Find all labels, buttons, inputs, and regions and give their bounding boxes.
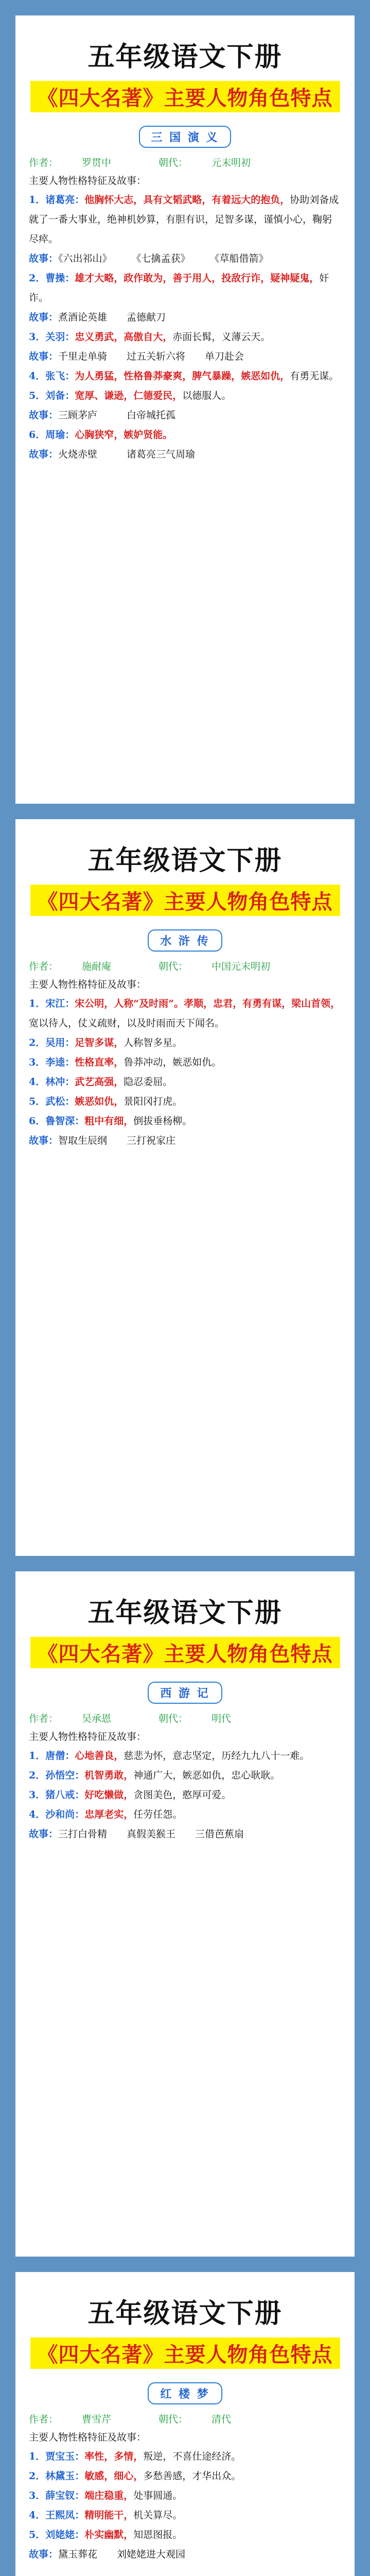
character-name: 刘备： <box>45 390 75 401</box>
character-traits: 忠厚老实， <box>84 1809 134 1820</box>
character-desc: 智取生辰纲 三打祝家庄 <box>58 1135 176 1146</box>
character-entry <box>29 1111 341 1131</box>
character-list <box>29 1746 341 1844</box>
character-name: 薛宝钗： <box>45 2490 85 2501</box>
character-name: 王熙凤： <box>45 2510 85 2521</box>
page-4 <box>15 2272 355 2576</box>
character-entry <box>29 2525 341 2545</box>
character-num: 4． <box>29 1809 46 1820</box>
book-title: 三 国 演 义 <box>29 126 341 148</box>
character-desc: 鲁莽冲动，嫉恶如仇。 <box>124 1057 222 1068</box>
character-name: 故事： <box>29 253 59 264</box>
character-num: 4． <box>29 1076 46 1088</box>
character-desc: 处事圆通。 <box>133 2490 183 2501</box>
character-traits: 宋公明，人称“及时雨”。孝顺，忠君，有勇有谋，梁山首领， <box>75 998 341 1009</box>
character-entry <box>29 994 341 1033</box>
character-num: 6． <box>29 429 46 440</box>
character-traits: 为人勇猛，性格鲁莽豪爽，脾气暴躁，嫉恶如仇， <box>75 370 290 382</box>
character-name: 故事： <box>29 410 59 421</box>
character-desc: 隐忍委屈。 <box>124 1076 173 1088</box>
page-2 <box>15 819 355 1556</box>
character-traits: 机智勇敢， <box>84 1770 134 1781</box>
character-name: 周瑜： <box>45 429 75 440</box>
character-traits: 宽厚、谦逊，仁德爱民， <box>75 390 183 401</box>
character-name: 吴用： <box>45 1037 75 1048</box>
character-num: 3． <box>29 2490 46 2501</box>
character-traits: 率性，多情， <box>84 2451 144 2462</box>
character-desc: 《六出祁山》 《七擒孟获》 《草船借箭》 <box>58 253 269 264</box>
character-num: 3． <box>29 1057 46 1068</box>
character-num: 5． <box>29 390 46 401</box>
book-title: 红 楼 梦 <box>29 2382 341 2404</box>
character-desc: 贪图美色，憨厚可爱。 <box>133 1789 232 1801</box>
character-entry <box>29 2447 341 2466</box>
character-name: 故事： <box>29 1135 59 1146</box>
character-list <box>29 2447 341 2564</box>
character-name: 关羽： <box>45 331 75 343</box>
character-name: 故事： <box>29 2549 59 2560</box>
character-num: 1． <box>29 2451 46 2462</box>
character-num: 6． <box>29 1115 46 1127</box>
subtitle: 《四大名著》主要人物角色特点 <box>29 2337 341 2369</box>
character-traits: 雄才大略，政作敢为，善于用人，投敌行诈，疑神疑鬼， <box>75 273 320 284</box>
character-desc: 三顾茅庐 白帝城托孤 <box>58 410 176 421</box>
character-num: 5． <box>29 1096 46 1107</box>
page-title: 五年级语文下册 <box>87 845 283 876</box>
character-name: 张飞： <box>45 370 75 382</box>
character-entry <box>29 1092 341 1111</box>
character-traits: 心胸狭窄，嫉妒贤能。 <box>75 429 173 440</box>
author-line: 作者： 罗贯中 朝代： 元末明初 <box>29 157 251 168</box>
character-num: 2． <box>29 273 46 284</box>
character-name: 宋江： <box>45 998 75 1009</box>
character-traits: 嫉恶如仇， <box>75 1096 124 1107</box>
intro: 主要人物性格特征及故事： <box>29 2432 147 2443</box>
character-entry <box>29 1766 341 1785</box>
character-name: 沙和尚： <box>45 1809 85 1820</box>
character-entry <box>29 1746 341 1766</box>
character-name: 武松： <box>45 1096 75 1107</box>
page-3 <box>15 1571 355 2257</box>
character-desc: 人称智多星。 <box>124 1037 183 1048</box>
character-traits: 粗中有细， <box>84 1115 134 1127</box>
character-name: 鲁智深： <box>45 1115 85 1127</box>
character-num: 1． <box>29 1750 46 1761</box>
book-title: 西 游 记 <box>29 1682 341 1704</box>
character-traits: 性格直率， <box>75 1057 124 1068</box>
character-desc: 煮酒论英雄 孟德献刀 <box>58 312 166 323</box>
character-desc: 协助刘备成就了一番大事业，绝神机妙算，有胆有识，足智多谋，谨慎小心，鞠躬尽瘁。 <box>29 194 339 245</box>
character-desc: 多愁善感，才华出众。 <box>143 2470 241 2482</box>
character-traits: 忠义勇武，高傲自大， <box>75 331 173 343</box>
character-num: 1． <box>29 194 46 206</box>
character-entry <box>29 1131 341 1150</box>
character-desc: 慈悲为怀，意志坚定，历经九九八十一难。 <box>124 1750 310 1761</box>
character-name: 故事： <box>29 312 59 323</box>
character-num: 4． <box>29 2510 46 2521</box>
character-entry <box>29 2486 341 2505</box>
character-entry <box>29 2466 341 2486</box>
page-title: 五年级语文下册 <box>87 1598 283 1629</box>
character-num: 2． <box>29 1770 46 1781</box>
character-entry <box>29 347 341 366</box>
character-traits: 心地善良， <box>75 1750 124 1761</box>
character-traits: 朴实幽默， <box>84 2529 134 2540</box>
character-list <box>29 190 341 464</box>
character-traits: 敏感，细心， <box>84 2470 144 2482</box>
character-traits: 精明能干， <box>84 2510 134 2521</box>
character-num: 2． <box>29 1037 46 1048</box>
author-line: 作者： 曹雪芹 朝代： 清代 <box>29 2414 232 2425</box>
character-traits: 端庄稳重， <box>84 2490 134 2501</box>
character-desc: 千里走单骑 过五关斩六将 单刀赴会 <box>58 351 244 362</box>
character-entry <box>29 366 341 386</box>
character-desc: 机关算尽。 <box>133 2510 183 2521</box>
character-entry <box>29 249 341 268</box>
character-desc: 以德服人。 <box>182 390 232 401</box>
character-entry <box>29 268 341 308</box>
character-name: 唐僧： <box>45 1750 75 1761</box>
character-name: 猪八戒： <box>45 1789 85 1801</box>
character-traits: 好吃懒做， <box>84 1789 134 1801</box>
character-num: 3． <box>29 331 46 343</box>
character-entry <box>29 425 341 445</box>
intro: 主要人物性格特征及故事： <box>29 1731 147 1742</box>
character-traits: 足智多谋， <box>75 1037 124 1048</box>
character-num: 5． <box>29 2529 46 2540</box>
character-num: 2． <box>29 2470 46 2482</box>
author-line: 作者： 吴承恩 朝代： 明代 <box>29 1713 232 1724</box>
character-entry <box>29 1072 341 1092</box>
character-entry <box>29 405 341 425</box>
character-desc: 叛逆，不喜仕途经济。 <box>143 2451 241 2462</box>
subtitle: 《四大名著》主要人物角色特点 <box>29 1637 341 1668</box>
character-num: 4． <box>29 370 46 382</box>
character-desc: 倒拔垂杨柳。 <box>133 1115 192 1127</box>
intro: 主要人物性格特征及故事： <box>29 979 147 990</box>
character-entry <box>29 308 341 327</box>
character-list <box>29 994 341 1150</box>
author-line: 作者： 施耐庵 朝代： 中国元末明初 <box>29 961 271 972</box>
character-num: 1． <box>29 998 46 1009</box>
character-traits: 武艺高强， <box>75 1076 124 1088</box>
character-name: 孙悟空： <box>45 1770 85 1781</box>
character-entry <box>29 190 341 249</box>
character-entry <box>29 327 341 347</box>
character-entry <box>29 386 341 405</box>
character-desc: 奸诈。 <box>29 273 329 303</box>
character-name: 林黛玉： <box>45 2470 85 2482</box>
character-entry <box>29 1033 341 1053</box>
character-name: 刘姥姥： <box>45 2529 85 2540</box>
intro: 主要人物性格特征及故事： <box>29 175 147 187</box>
character-entry <box>29 1785 341 1805</box>
book-title: 水 浒 传 <box>29 929 341 952</box>
page-1 <box>15 15 355 804</box>
character-traits: 他胸怀大志，具有文韬武略，有着远大的抱负， <box>84 194 290 206</box>
page-title: 五年级语文下册 <box>87 2298 283 2329</box>
subtitle: 《四大名著》主要人物角色特点 <box>29 81 341 112</box>
character-entry <box>29 1805 341 1824</box>
character-entry <box>29 2545 341 2564</box>
character-name: 故事： <box>29 449 59 460</box>
character-name: 李逵： <box>45 1057 75 1068</box>
character-name: 贾宝玉： <box>45 2451 85 2462</box>
character-desc: 有勇无谋。 <box>290 370 339 382</box>
page-title: 五年级语文下册 <box>87 42 283 73</box>
character-desc: 宽以待人，仗义疏财，以及时雨而天下闻名。 <box>29 1018 225 1029</box>
character-entry <box>29 1824 341 1844</box>
character-desc: 景阳冈打虎。 <box>124 1096 183 1107</box>
character-desc: 知恩图报。 <box>133 2529 183 2540</box>
character-name: 诸葛亮： <box>45 194 85 206</box>
character-name: 曹操： <box>45 273 75 284</box>
character-desc: 神通广大，嫉恶如仇，忠心耿耿。 <box>133 1770 280 1781</box>
character-entry <box>29 2505 341 2525</box>
character-desc: 黛玉葬花 刘姥姥进大观园 <box>58 2549 186 2560</box>
character-desc: 任劳任怨。 <box>133 1809 183 1820</box>
character-desc: 火烧赤壁 诸葛亮三气周瑜 <box>58 449 196 460</box>
character-name: 林冲： <box>45 1076 75 1088</box>
character-desc: 三打白骨精 真假美猴王 三借芭蕉扇 <box>58 1828 244 1840</box>
character-name: 故事： <box>29 351 59 362</box>
character-entry <box>29 1053 341 1072</box>
character-desc: 赤面长髯，义薄云天。 <box>172 331 271 343</box>
character-entry <box>29 445 341 464</box>
character-num: 3． <box>29 1789 46 1801</box>
character-name: 故事： <box>29 1828 59 1840</box>
subtitle: 《四大名著》主要人物角色特点 <box>29 885 341 916</box>
